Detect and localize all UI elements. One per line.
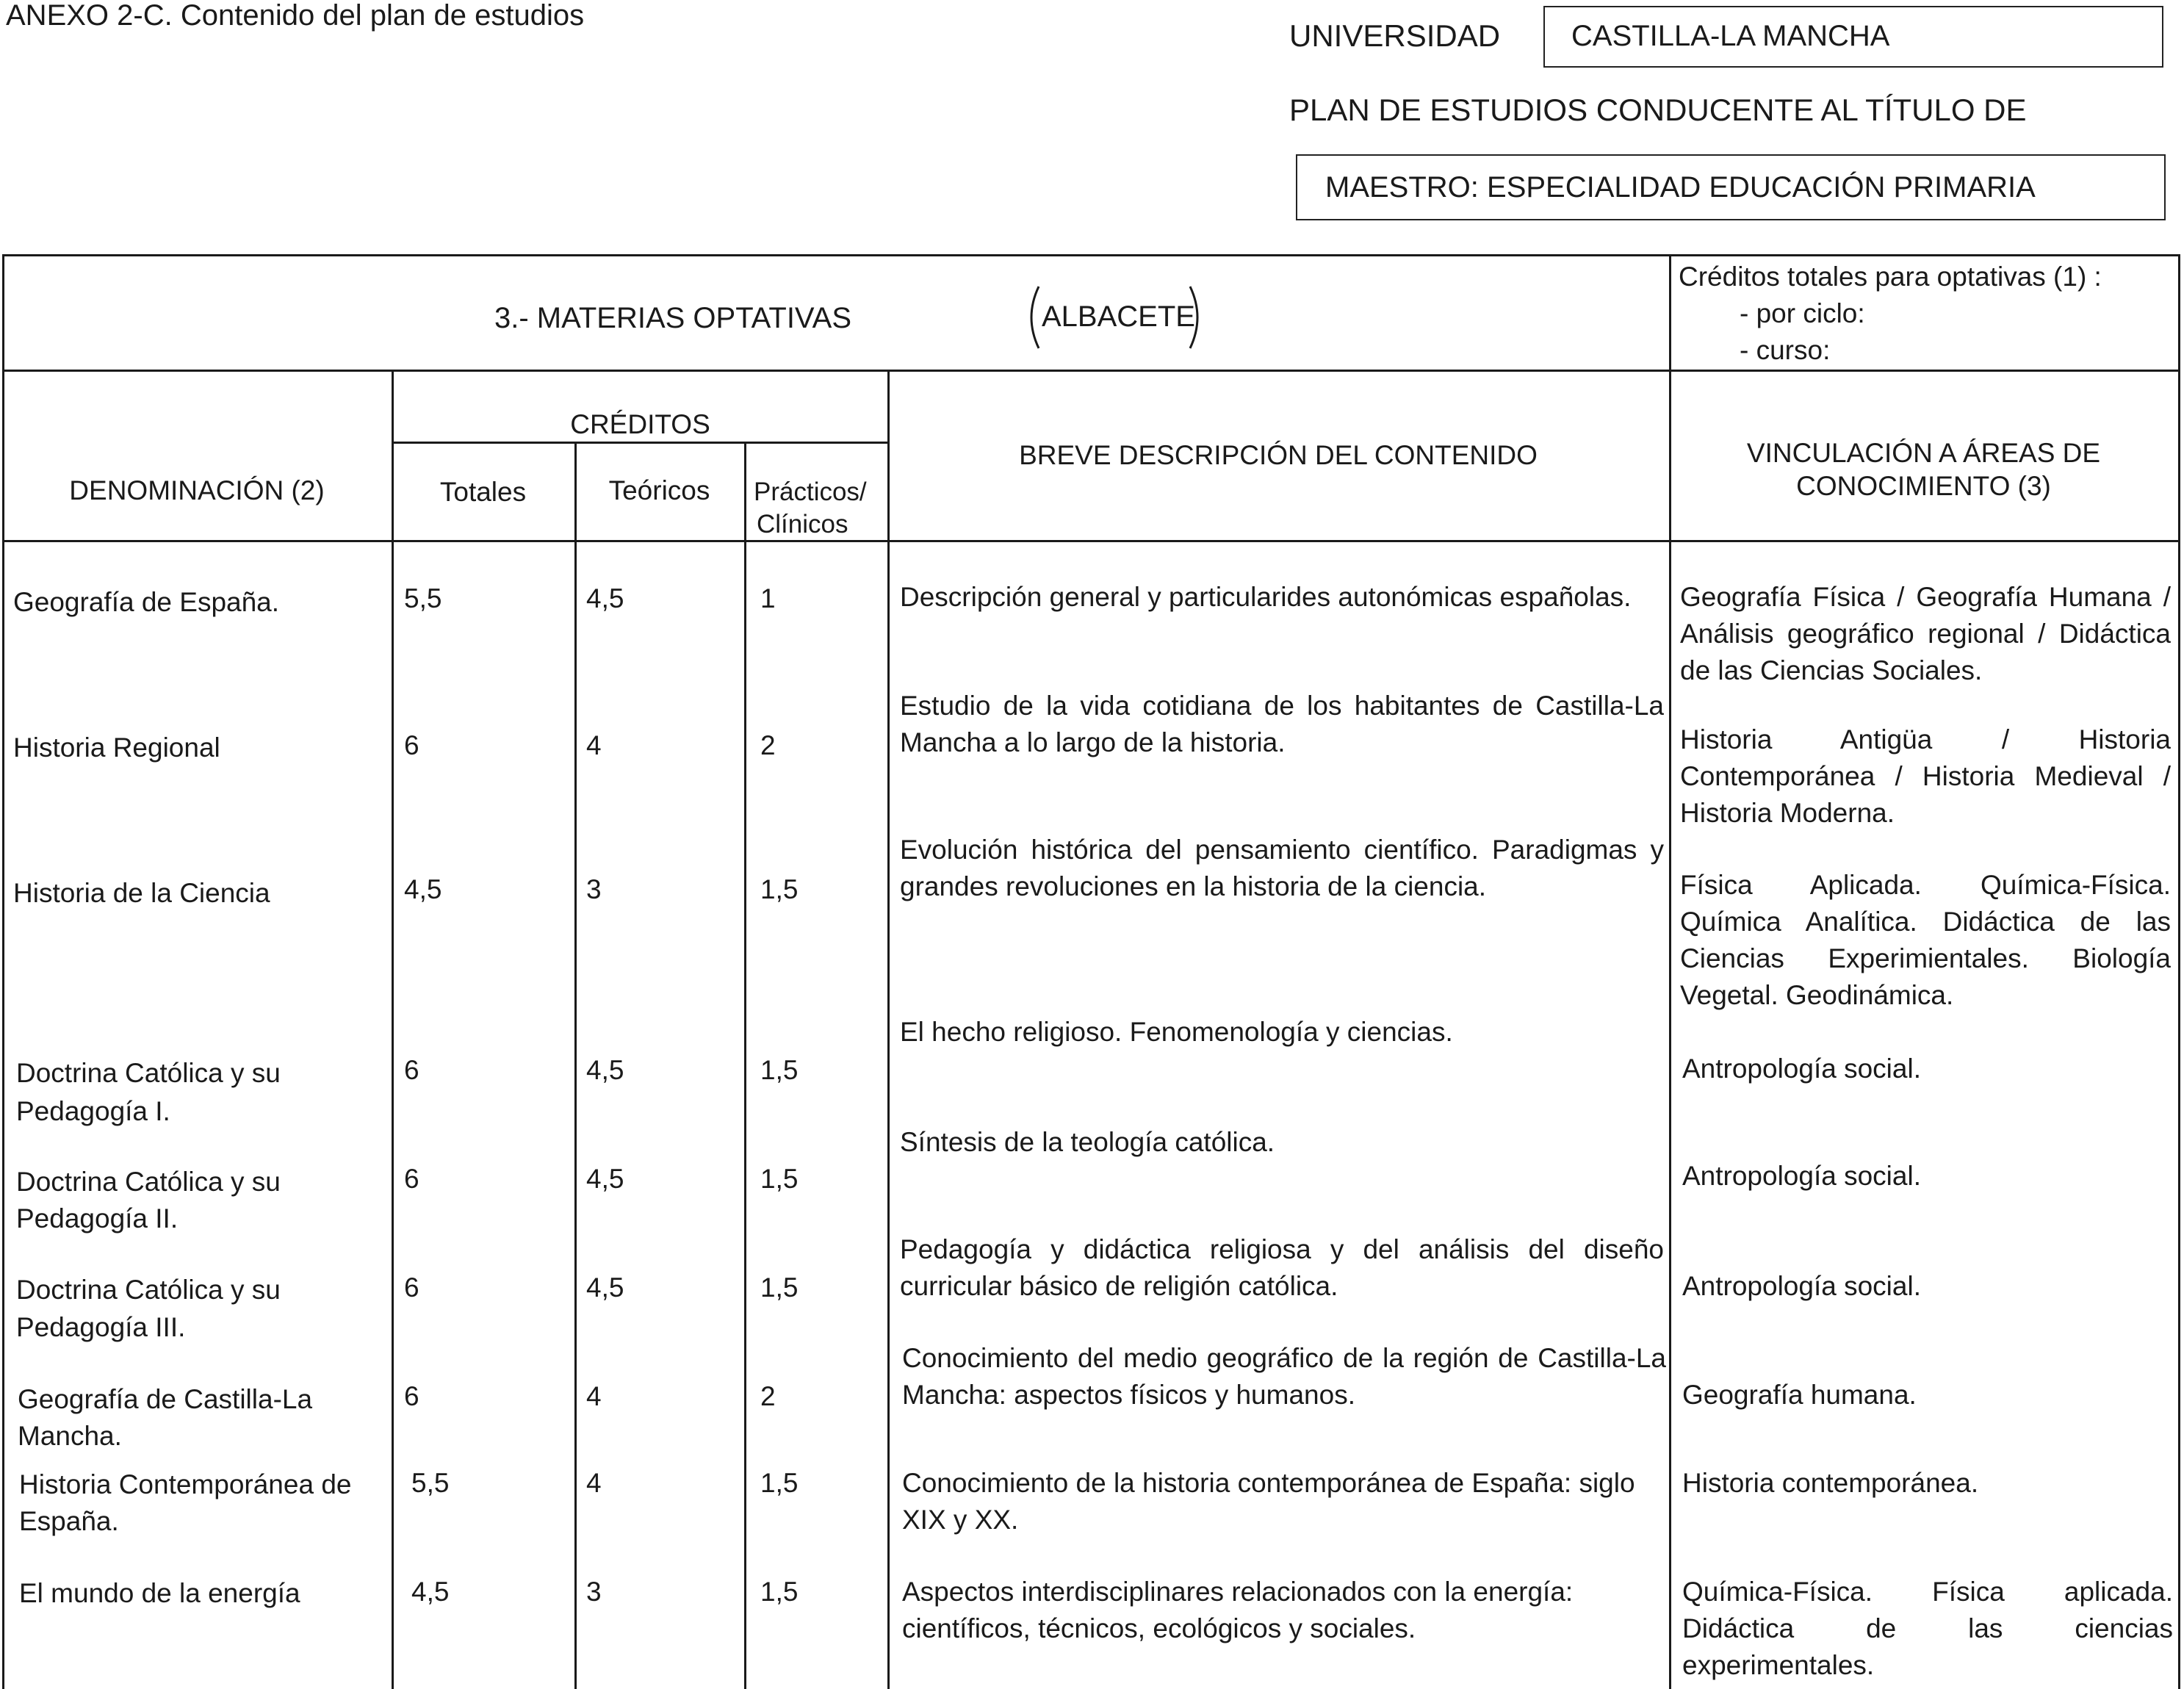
row-totales: 6 xyxy=(404,1272,419,1303)
row-totales: 4,5 xyxy=(404,874,442,904)
university-value: CASTILLA-LA MANCHA xyxy=(1571,20,1890,52)
header-creditos: CRÉDITOS xyxy=(570,409,710,439)
row-teoricos: 4,5 xyxy=(586,583,624,613)
row-totales: 6 xyxy=(404,730,419,760)
row-vinculacion: Geografía Física / Geografía Humana / Análisis geográfico regional / Didáctica de las Ciencias Sociales. xyxy=(1680,582,2171,685)
university-label: UNIVERSIDAD xyxy=(1289,18,1501,53)
row-vinculacion: Antropología social. xyxy=(1682,1054,1921,1084)
header-denominacion: DENOMINACIÓN (2) xyxy=(69,475,325,505)
table-left-border xyxy=(2,254,4,1689)
row-descripcion: Evolución histórica del pensamiento científico. Paradigmas y grandes revoluciones en la historia de la ciencia. xyxy=(900,835,1664,901)
row-totales: 6 xyxy=(404,1055,419,1085)
section-bottom-border xyxy=(2,370,2180,372)
row-practicos: 2 xyxy=(760,730,776,760)
row-denominacion-line2: Pedagogía III. xyxy=(16,1312,186,1342)
table-top-border xyxy=(2,254,2180,256)
row-vinculacion: Historia Antigüa / Historia Contemporánea / Historia Medieval / Historia Moderna. xyxy=(1680,724,2171,828)
row-practicos: 1,5 xyxy=(760,1468,799,1498)
row-vinculacion: Física Aplicada. Química-Física. Química Analítica. Didáctica de las Ciencias Experimientales. Biología Vegetal. Geodinámica. xyxy=(1680,870,2171,1010)
teoricos-column-border xyxy=(574,442,577,1689)
header-teoricos: Teóricos xyxy=(608,475,710,505)
row-denominacion: Geografía de Castilla-La xyxy=(18,1384,313,1414)
row-totales: 6 xyxy=(404,1381,419,1411)
row-totales: 5,5 xyxy=(404,583,442,613)
row-descripcion: Aspectos interdisciplinares relacionados con la energía: científicos, técnicos, ecológicos y sociales. xyxy=(902,1577,1574,1643)
header-totales: Totales xyxy=(439,477,527,507)
row-denominacion: El mundo de la energía xyxy=(19,1578,300,1608)
row-teoricos: 4 xyxy=(586,1381,602,1411)
row-teoricos: 4 xyxy=(586,730,602,760)
row-denominacion-line2: Pedagogía II. xyxy=(16,1203,179,1234)
row-denominacion: Historia de la Ciencia xyxy=(13,878,270,908)
credits-per-cycle: - por ciclo: xyxy=(1740,298,1865,328)
row-vinculacion: Geografía humana. xyxy=(1682,1380,1917,1410)
row-vinculacion: Historia contemporánea. xyxy=(1682,1468,1979,1498)
row-teoricos: 4,5 xyxy=(586,1164,624,1194)
row-teoricos: 3 xyxy=(586,1577,602,1607)
table-right-border xyxy=(2178,254,2180,1689)
row-denominacion-line2: Pedagogía I. xyxy=(16,1096,170,1126)
row-descripcion: Estudio de la vida cotidiana de los habitantes de Castilla-La Mancha a lo largo de la historia. xyxy=(900,691,1664,757)
totales-column-border xyxy=(392,370,394,1689)
row-totales: 4,5 xyxy=(411,1577,450,1607)
row-descripcion: Conocimiento de la historia contemporánea de España: siglo XIX y XX. xyxy=(902,1468,1635,1535)
header-practicos-1: Prácticos/ xyxy=(754,478,867,506)
row-vinculacion: Química-Física. Física aplicada. Didáctica de las ciencias experimentales. xyxy=(1682,1577,2173,1680)
row-practicos: 1,5 xyxy=(760,874,799,904)
row-practicos: 1,5 xyxy=(760,1164,799,1194)
descripcion-column-border xyxy=(887,370,890,1689)
row-practicos: 1,5 xyxy=(760,1055,799,1085)
row-totales: 5,5 xyxy=(411,1468,450,1498)
header-bottom-border xyxy=(2,540,2180,542)
row-descripcion: Pedagogía y didáctica religiosa y del análisis del diseño curricular básico de religión católica. xyxy=(900,1234,1664,1301)
row-vinculacion: Antropología social. xyxy=(1682,1271,1921,1301)
plan-title-value: MAESTRO: ESPECIALIDAD EDUCACIÓN PRIMARIA xyxy=(1325,171,2036,204)
row-denominacion: Geografía de España. xyxy=(13,587,280,617)
header-vinculacion-1: VINCULACIÓN A ÁREAS DE xyxy=(1746,438,2101,468)
row-vinculacion: Antropología social. xyxy=(1682,1161,1921,1191)
row-practicos: 1 xyxy=(760,583,776,613)
header-vinculacion-2: CONOCIMIENTO (3) xyxy=(1796,471,2051,501)
row-teoricos: 4 xyxy=(586,1468,602,1498)
row-totales: 6 xyxy=(404,1164,419,1194)
row-denominacion: Doctrina Católica y su xyxy=(16,1275,281,1305)
row-teoricos: 4,5 xyxy=(586,1055,624,1085)
plan-label: PLAN DE ESTUDIOS CONDUCENTE AL TÍTULO DE xyxy=(1289,93,2027,127)
row-descripcion: Descripción general y particularides autonómicas españolas. xyxy=(900,582,1632,612)
row-descripcion: El hecho religioso. Fenomenología y ciencias. xyxy=(900,1017,1453,1047)
row-descripcion: Conocimiento del medio geográfico de la región de Castilla-La Mancha: aspectos físicos y humanos. xyxy=(902,1343,1666,1410)
practicos-column-border xyxy=(744,442,746,1689)
plan-title-box xyxy=(1296,154,2166,220)
row-denominacion: Historia Contemporánea de xyxy=(19,1469,352,1499)
row-descripcion: Síntesis de la teología católica. xyxy=(900,1127,1275,1157)
row-practicos: 1,5 xyxy=(760,1272,799,1303)
university-box xyxy=(1543,6,2163,68)
annex-title: ANEXO 2-C. Contenido del plan de estudios xyxy=(6,0,585,32)
row-teoricos: 4,5 xyxy=(586,1272,624,1303)
row-denominacion: Doctrina Católica y su xyxy=(16,1167,281,1197)
row-denominacion: Historia Regional xyxy=(13,732,220,763)
row-teoricos: 3 xyxy=(586,874,602,904)
row-denominacion-line2: Mancha. xyxy=(18,1421,122,1451)
row-practicos: 2 xyxy=(760,1381,776,1411)
row-practicos: 1,5 xyxy=(760,1577,799,1607)
row-denominacion-line2: España. xyxy=(19,1506,119,1536)
section-title: 3.- MATERIAS OPTATIVAS xyxy=(494,302,851,334)
header-practicos-2: Clínicos xyxy=(757,510,848,539)
header-descripcion: BREVE DESCRIPCIÓN DEL CONTENIDO xyxy=(1019,440,1538,470)
campus-label xyxy=(1023,281,1206,354)
credits-note: Créditos totales para optativas (1) : xyxy=(1679,262,2102,292)
row-denominacion: Doctrina Católica y su xyxy=(16,1058,281,1088)
campus-value: ALBACETE xyxy=(1042,300,1195,333)
credits-course: - curso: xyxy=(1740,335,1831,365)
